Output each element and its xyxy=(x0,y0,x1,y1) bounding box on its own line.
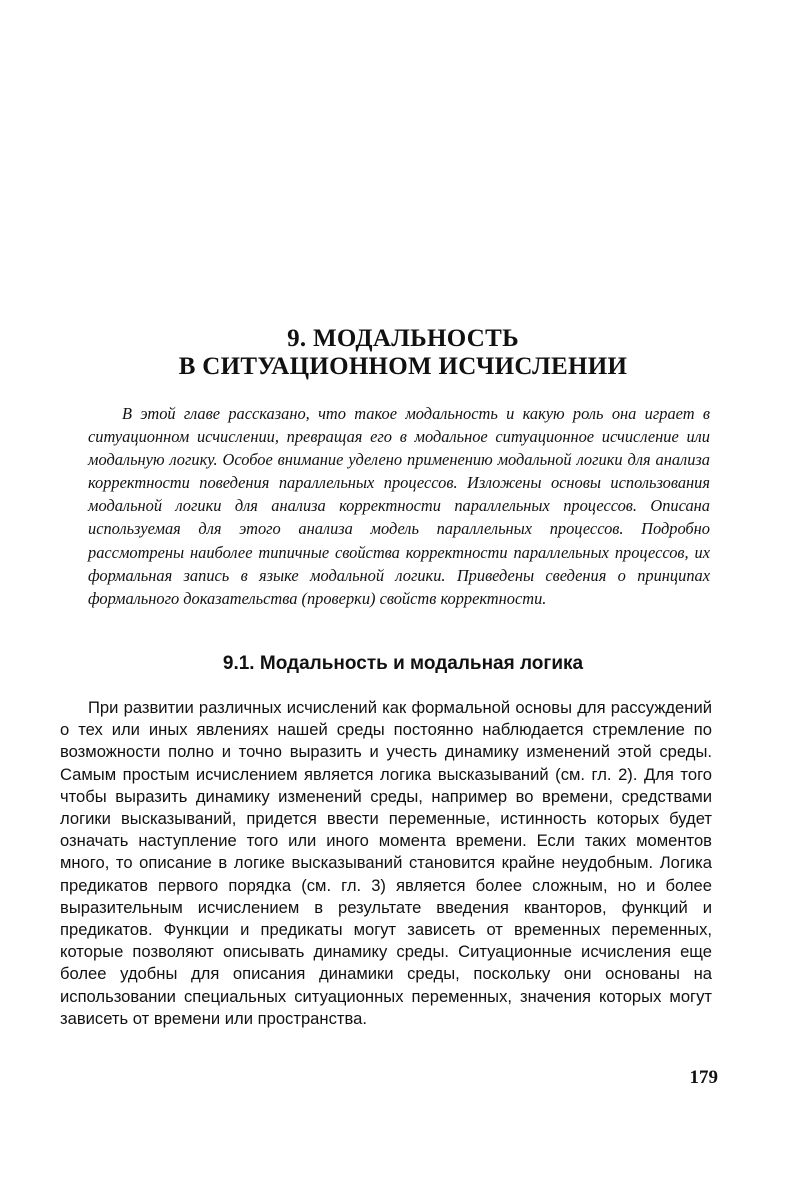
chapter-title-line-2: В СИТУАЦИОННОМ ИСЧИСЛЕНИИ xyxy=(178,353,628,380)
body-paragraph: При развитии различных исчислений как формальной основы для рассуждений о тех или иных явлениях нашей среды постоянно наблюдается стремление по возможности полно и точно выразить и учесть динамику изменений этой среды. Самым простым исчислением является логика высказываний (см. гл. 2). Для того чтобы выразить динамику изменений среды, например во времени, средствами логики высказываний, придется ввести переменные, истинность которых будет означать наступление того или иного момента времени. Если таких моментов много, то описание в логике высказываний становится крайне неудобным. Логика предикатов первого порядка (см. гл. 3) является более сложным, но и более выразительным исчислением в результате введения кванторов, функций и предикатов. Функции и предикаты могут зависеть от временных переменных, которые позволяют описывать динамику среды. Ситуационные исчисления еще более удобны для описания динамики среды, поскольку они основаны на использовании специальных ситуационных переменных, значения которых могут зависеть от времени или пространства. xyxy=(60,698,712,1028)
body-text xyxy=(60,697,712,1030)
abstract-paragraph: В этой главе рассказано, что такое модальность и какую роль она играет в ситуационном исчислении, превращая его в модальное ситуационное исчисление или модальную логику. Особое внимание уделено применению модальной логики для анализа корректности поведения параллельных процессов. Изложены основы использования модальной логики для анализа корректности параллельных процессов. Описана используемая для этого анализа модель параллельных процессов. Подробно рассмотрены наиболее типичные свойства корректности параллельных процессов, их формальная запись в языке модальной логики. Приведены сведения о принципах формального доказательства (проверки) свойств корректности. xyxy=(88,404,710,608)
chapter-abstract xyxy=(88,402,710,610)
chapter-title xyxy=(0,325,806,381)
chapter-title-line-1: 9. МОДАЛЬНОСТЬ xyxy=(287,325,519,352)
page-number: 179 xyxy=(689,1067,718,1088)
section-title: 9.1. Модальность и модальная логика xyxy=(222,653,584,674)
